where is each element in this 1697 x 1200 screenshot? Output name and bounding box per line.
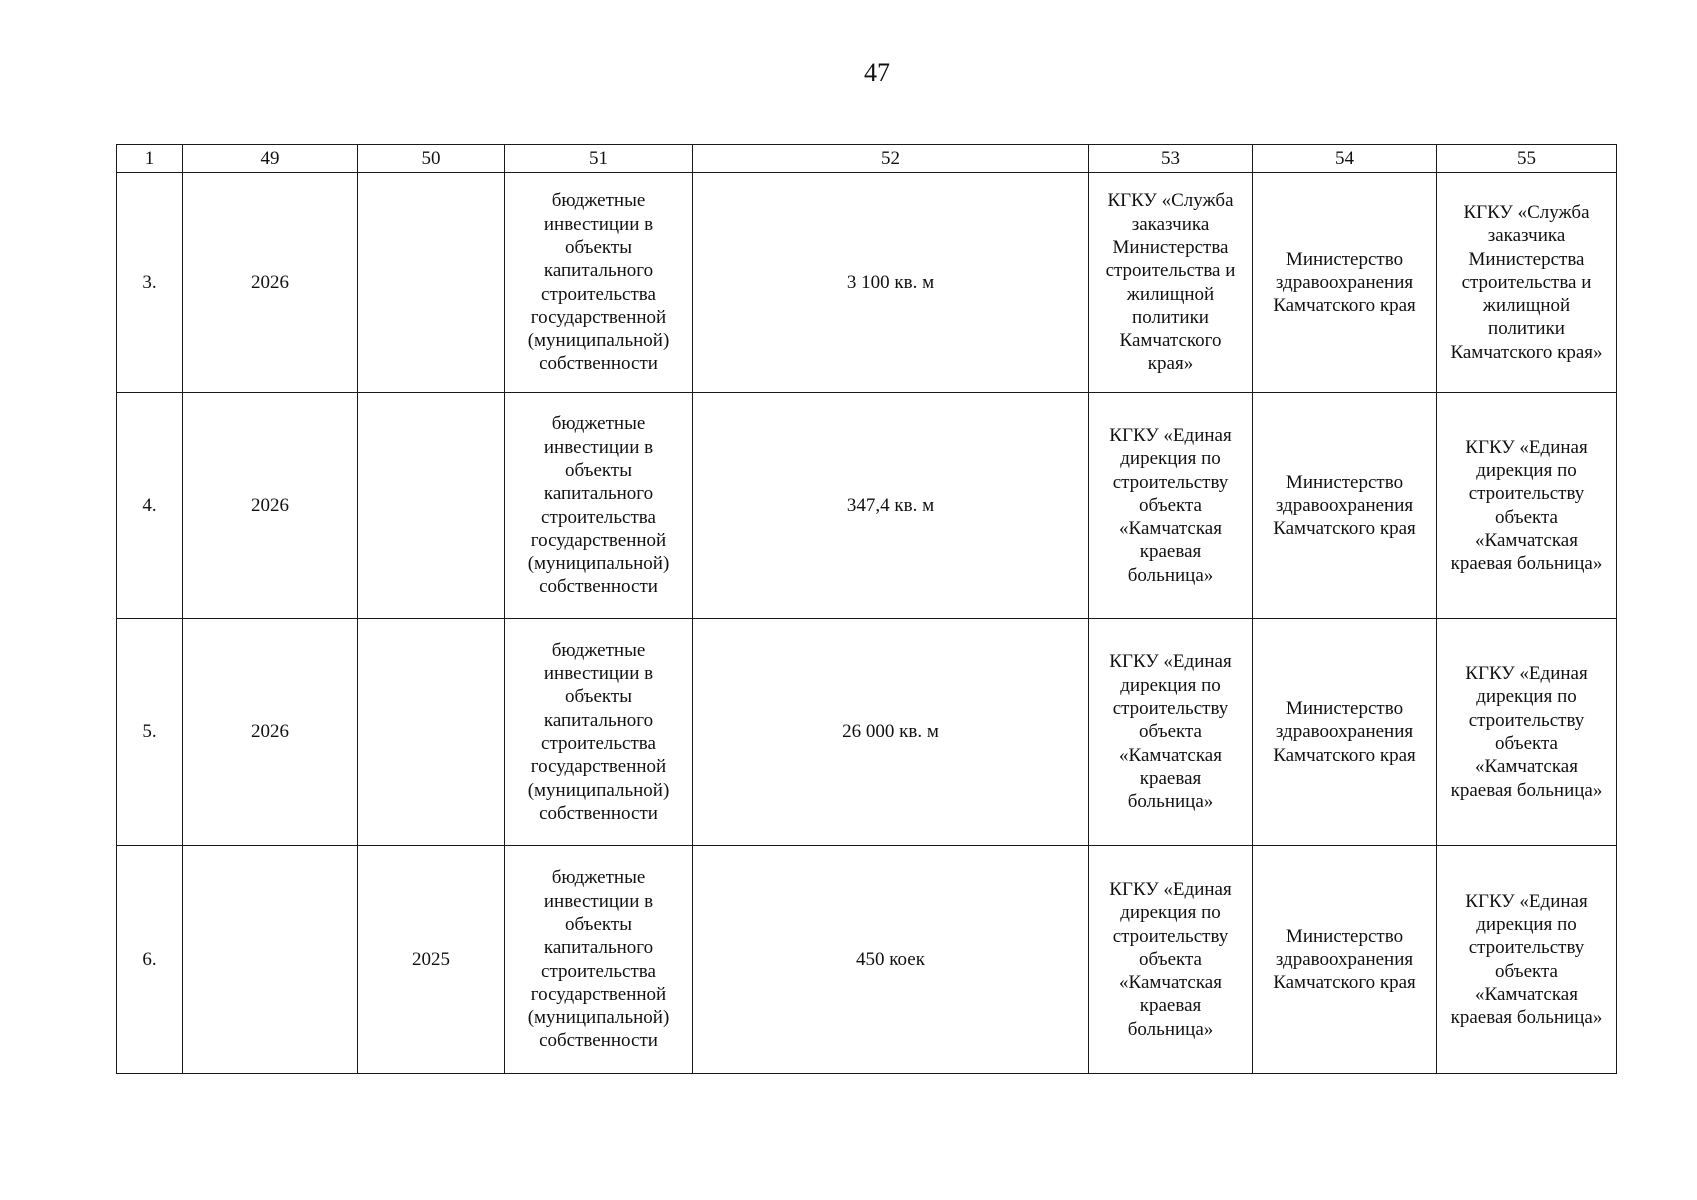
- year-cell: [183, 846, 358, 1074]
- row-number-cell: 3.: [117, 173, 183, 393]
- page-number: 47: [864, 58, 890, 87]
- customer-cell: КГКУ «Служба заказчика Министерства строительства и жилищной политики Камчатского края»: [1089, 173, 1253, 393]
- investment-type-cell: бюджетные инвестиции в объекты капитального строительства государственной (муниципальной) собственности: [505, 619, 693, 846]
- ministry-cell: Министерство здравоохранения Камчатского края: [1253, 393, 1437, 619]
- capacity-cell: 3 100 кв. м: [693, 173, 1089, 393]
- customer-cell: КГКУ «Единая дирекция по строительству объекта «Камчатская краевая больница»: [1089, 393, 1253, 619]
- column-header: 51: [505, 145, 693, 173]
- year-cell: 2026: [183, 393, 358, 619]
- customer-cell: КГКУ «Единая дирекция по строительству объекта «Камчатская краевая больница»: [1089, 619, 1253, 846]
- row-number-cell: 6.: [117, 846, 183, 1074]
- table-row: [117, 393, 1617, 619]
- table-row: [117, 619, 1617, 846]
- executor-cell: КГКУ «Единая дирекция по строительству объекта «Камчатская краевая больница»: [1437, 619, 1617, 846]
- year-cell: [358, 619, 505, 846]
- column-header: 55: [1437, 145, 1617, 173]
- capacity-cell: 347,4 кв. м: [693, 393, 1089, 619]
- column-header: 49: [183, 145, 358, 173]
- year-cell: 2025: [358, 846, 505, 1074]
- row-number-cell: 4.: [117, 393, 183, 619]
- customer-cell: КГКУ «Единая дирекция по строительству объекта «Камчатская краевая больница»: [1089, 846, 1253, 1074]
- row-number-cell: 5.: [117, 619, 183, 846]
- column-header: 54: [1253, 145, 1437, 173]
- ministry-cell: Министерство здравоохранения Камчатского края: [1253, 846, 1437, 1074]
- table-row: [117, 173, 1617, 393]
- table-header-row: [117, 145, 1617, 173]
- table-row: [117, 846, 1617, 1074]
- executor-cell: КГКУ «Служба заказчика Министерства строительства и жилищной политики Камчатского края»: [1437, 173, 1617, 393]
- executor-cell: КГКУ «Единая дирекция по строительству объекта «Камчатская краевая больница»: [1437, 846, 1617, 1074]
- year-cell: [358, 393, 505, 619]
- investment-type-cell: бюджетные инвестиции в объекты капитального строительства государственной (муниципальной) собственности: [505, 393, 693, 619]
- ministry-cell: Министерство здравоохранения Камчатского края: [1253, 619, 1437, 846]
- investment-type-cell: бюджетные инвестиции в объекты капитального строительства государственной (муниципальной) собственности: [505, 846, 693, 1074]
- column-header: 52: [693, 145, 1089, 173]
- column-header: 53: [1089, 145, 1253, 173]
- year-cell: 2026: [183, 619, 358, 846]
- data-table: [116, 144, 1617, 1074]
- capacity-cell: 450 коек: [693, 846, 1089, 1074]
- column-header: 50: [358, 145, 505, 173]
- ministry-cell: Министерство здравоохранения Камчатского края: [1253, 173, 1437, 393]
- year-cell: 2026: [183, 173, 358, 393]
- investment-type-cell: бюджетные инвестиции в объекты капитального строительства государственной (муниципальной) собственности: [505, 173, 693, 393]
- capacity-cell: 26 000 кв. м: [693, 619, 1089, 846]
- executor-cell: КГКУ «Единая дирекция по строительству объекта «Камчатская краевая больница»: [1437, 393, 1617, 619]
- column-header: 1: [117, 145, 183, 173]
- year-cell: [358, 173, 505, 393]
